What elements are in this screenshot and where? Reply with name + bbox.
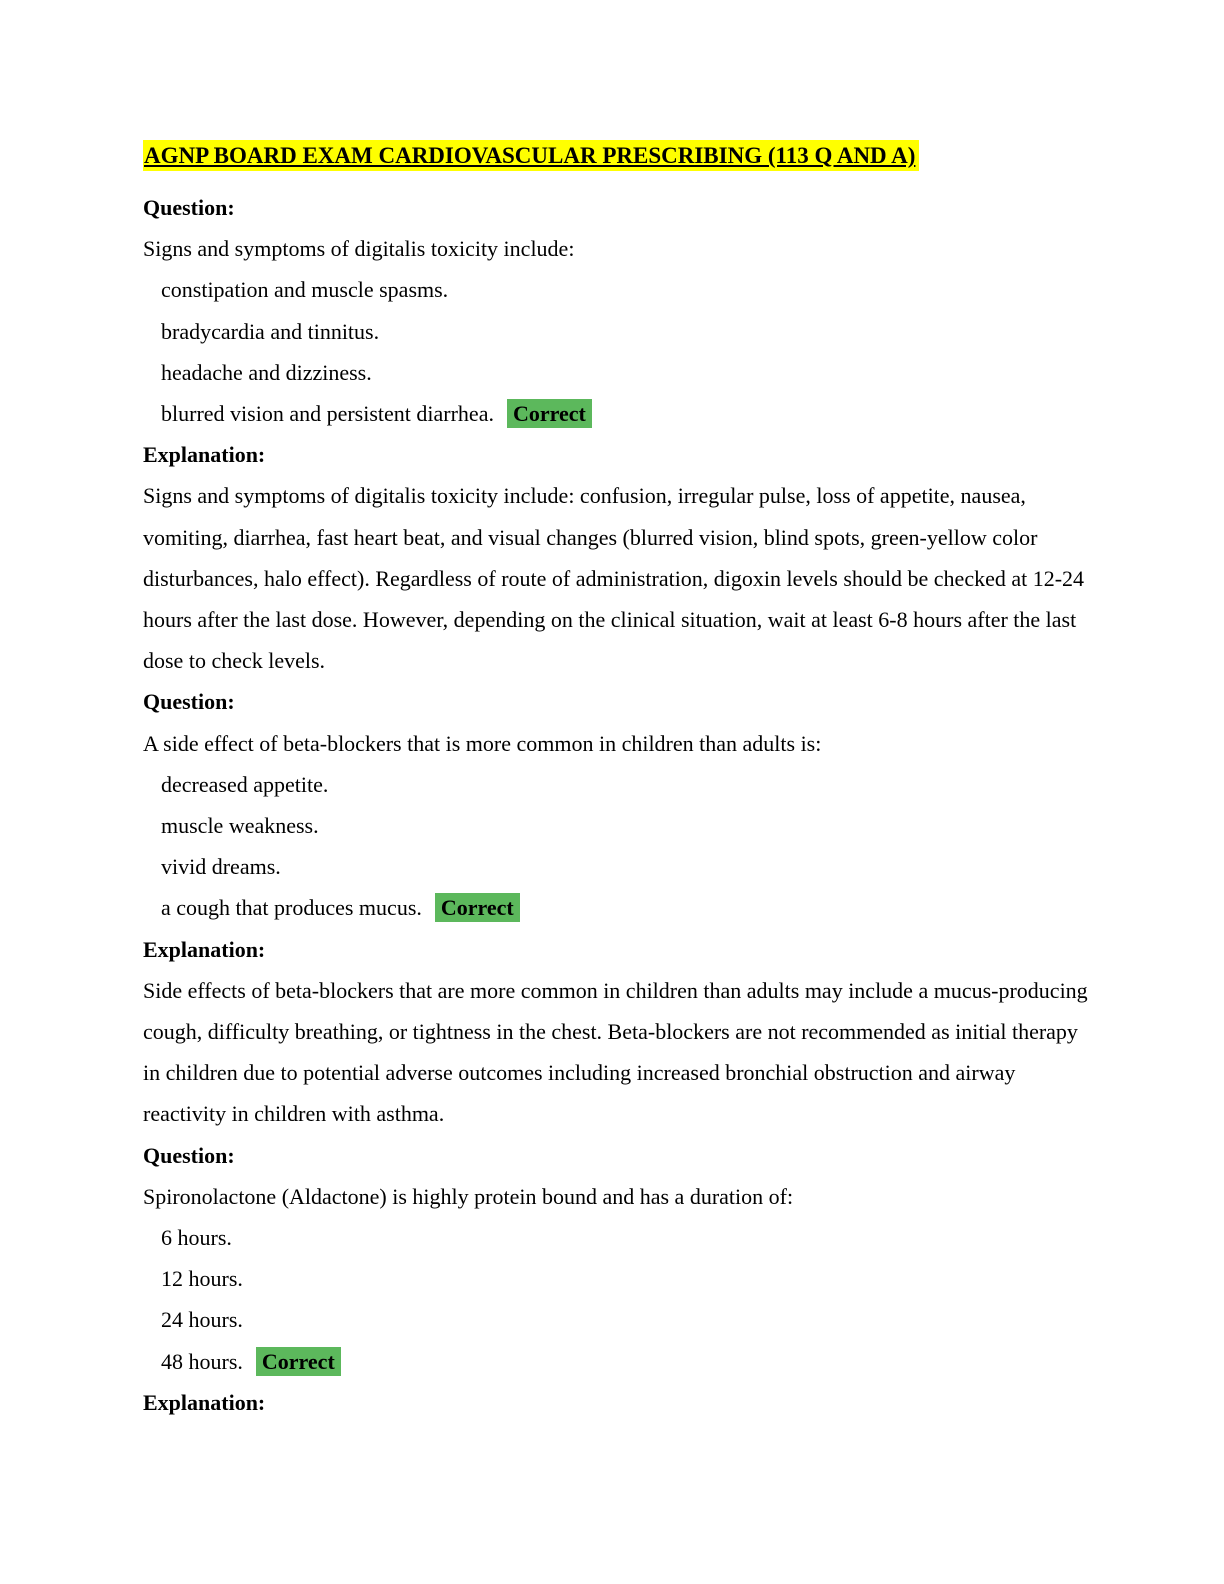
answer-option: [143, 1341, 1094, 1382]
answer-option: [143, 269, 1094, 310]
question-text: Signs and symptoms of digitalis toxicity include:: [143, 236, 575, 262]
answer-option: [143, 311, 1094, 352]
explanation-text: Signs and symptoms of digitalis toxicity include: confusion, irregular pulse, loss of appetite, nausea, vomiting, diarrhea, fast heart beat, and visual changes (blurred vision, blind spots, green-yellow color disturbances, halo effect). Regardless of route of administration, digoxin levels should be checked at 12-24 hours after the last dose. However, depending on the clinical situation, wait at least 6-8 hours after the last dose to check levels.: [143, 483, 1085, 674]
answer-option-text: 24 hours.: [161, 1307, 243, 1333]
question-label: Question:: [143, 689, 235, 715]
correct-badge: Correct: [507, 399, 592, 428]
answer-option-text: blurred vision and persistent diarrhea.: [161, 401, 494, 427]
answer-option: [143, 887, 1094, 928]
explanation-text: Side effects of beta-blockers that are more common in children than adults may include a mucus-producing cough, difficulty breathing, or tightness in the chest. Beta-blockers are not recommended as initial therapy in children due to potential adverse outcomes including increased bronchial obstruction and airway reactivity in children with asthma.: [143, 977, 1088, 1127]
question-block: [143, 1135, 1094, 1423]
question-block: [143, 681, 1094, 1134]
answer-option-text: 12 hours.: [161, 1266, 243, 1292]
answer-option-text: headache and dizziness.: [161, 359, 372, 385]
answer-option: [143, 393, 1094, 434]
answer-option: [143, 1217, 1094, 1258]
question-label: Question:: [143, 1142, 235, 1168]
answer-option: [143, 846, 1094, 887]
answer-option: [143, 805, 1094, 846]
answer-option: [143, 764, 1094, 805]
answer-option-text: 6 hours.: [161, 1225, 232, 1251]
answer-option-text: vivid dreams.: [161, 854, 281, 880]
answer-option: [143, 1299, 1094, 1340]
question-text: A side effect of beta-blockers that is more common in children than adults is:: [143, 730, 822, 756]
explanation-label: Explanation:: [143, 442, 266, 468]
question-block: [143, 187, 1094, 681]
answer-option-text: constipation and muscle spasms.: [161, 277, 449, 303]
answer-option-text: muscle weakness.: [161, 813, 319, 839]
question-label: Question:: [143, 195, 235, 220]
answer-option: [143, 1258, 1094, 1299]
correct-badge: Correct: [435, 893, 520, 922]
explanation-label: Explanation:: [143, 1389, 266, 1415]
questions-container: [143, 187, 1094, 1423]
document-title: AGNP BOARD EXAM CARDIOVASCULAR PRESCRIBING (113 Q AND A): [143, 140, 919, 171]
correct-badge: Correct: [256, 1347, 341, 1376]
options-list: [143, 1217, 1094, 1382]
answer-option-text: a cough that produces mucus.: [161, 895, 422, 921]
answer-option-text: 48 hours.: [161, 1348, 243, 1374]
title-line: [143, 132, 1094, 182]
options-list: [143, 269, 1094, 434]
answer-option-text: decreased appetite.: [161, 771, 329, 797]
options-list: [143, 764, 1094, 929]
question-text: Spironolactone (Aldactone) is highly protein bound and has a duration of:: [143, 1183, 794, 1209]
answer-option-text: bradycardia and tinnitus.: [161, 318, 380, 344]
answer-option: [143, 352, 1094, 393]
explanation-label: Explanation:: [143, 936, 266, 962]
